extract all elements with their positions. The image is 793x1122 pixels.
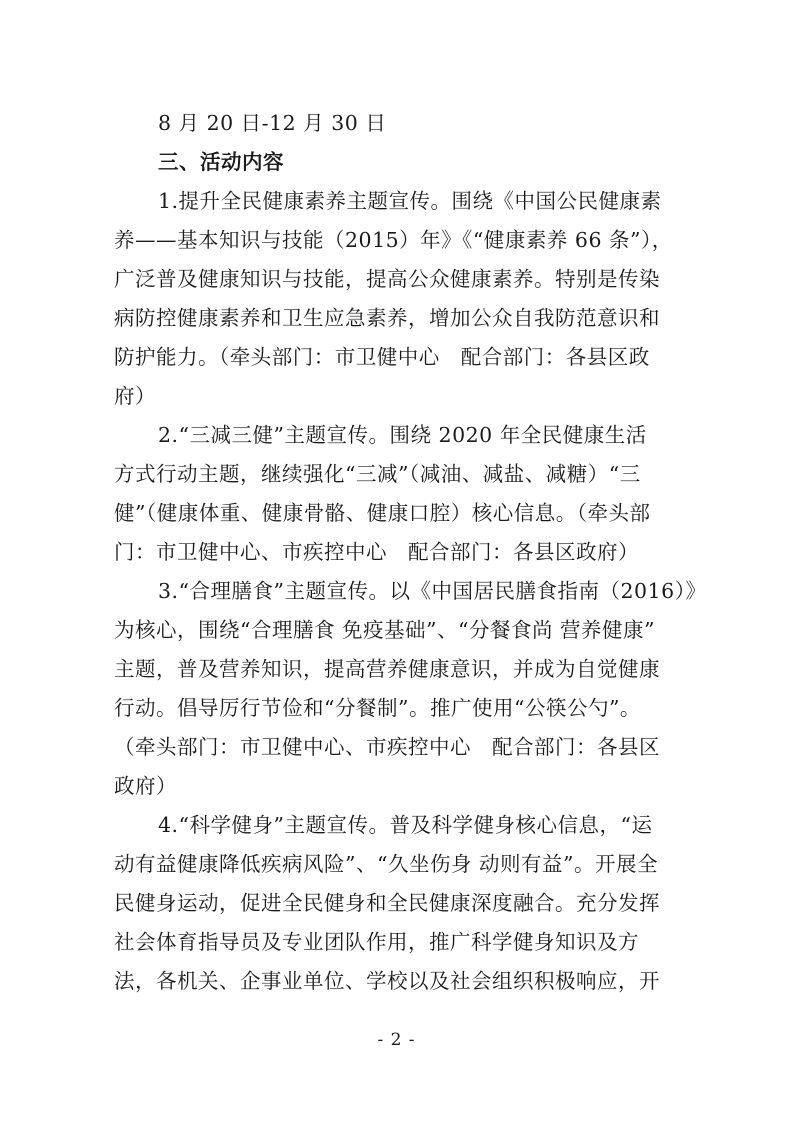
paragraph-4-line-4: 社会体育指导员及专业团队作用，推广科学健身知识及方 [114,930,639,954]
paragraph-4-line-2: 动有益健康降低疾病风险”、“久坐伤身 动则有益”。开展全 [114,852,658,876]
paragraph-3-line-2: 为核心，围绕“合理膳食 免疫基础”、“分餐食尚 营养健康” [114,618,655,642]
paragraph-3-line-1: 3.“合理膳食”主题宣传。以《中国居民膳食指南（2016）》 [158,579,707,603]
paragraph-3-line-6: 政府） [114,774,177,798]
paragraph-3-line-5: （牵头部门：市卫健中心、市疾控中心 配合部门：各县区 [114,735,660,759]
paragraph-1-line-6: 府） [114,384,156,408]
paragraph-1-line-3: 广泛普及健康知识与技能，提高公众健康素养。特别是传染 [114,267,660,291]
paragraph-1-line-5: 防护能力。（牵头部门：市卫健中心 配合部门：各县区政 [114,345,650,369]
document-body [114,104,707,1001]
paragraph-4-line-3: 民健身运动，促进全民健身和全民健康深度融合。充分发挥 [114,891,660,915]
paragraph-2-line-2: 方式行动主题，继续强化“三减”（减油、减盐、减糖）“三 [114,462,641,486]
paragraph-3-line-3: 主题，普及营养知识，提高营养健康意识，并成为自觉健康 [114,657,660,681]
paragraph-2-line-1: 2.“三减三健”主题宣传。围绕 2020 年全民健康生活 [158,423,647,447]
date-range-line: 8 月 20 日-12 月 30 日 [158,111,387,135]
paragraph-1-line-4: 病防控健康素养和卫生应急素养，增加公众自我防范意识和 [114,306,660,330]
paragraph-2-line-4: 门：市卫健中心、市疾控中心 配合部门：各县区政府） [114,540,639,564]
paragraph-4-line-1: 4.“科学健身”主题宣传。普及科学健身核心信息，“运 [158,813,653,837]
paragraph-1-line-1: 1.提升全民健康素养主题宣传。围绕《中国公民健康素 [158,189,662,213]
paragraph-2-line-3: 健”（健康体重、健康骨骼、健康口腔）核心信息。（牵头部 [114,501,651,525]
page-number: - 2 - [377,1030,416,1050]
paragraph-4-line-5: 法，各机关、企事业单位、学校以及社会组织积极响应，开 [114,969,660,993]
paragraph-1-line-2: 养——基本知识与技能（2015）年》《“健康素养 66 条”）， [114,228,673,252]
paragraph-3-line-4: 行动。倡导厉行节俭和“分餐制”。推广使用“公筷公勺”。 [114,696,641,720]
section-heading: 三、活动内容 [158,150,284,174]
